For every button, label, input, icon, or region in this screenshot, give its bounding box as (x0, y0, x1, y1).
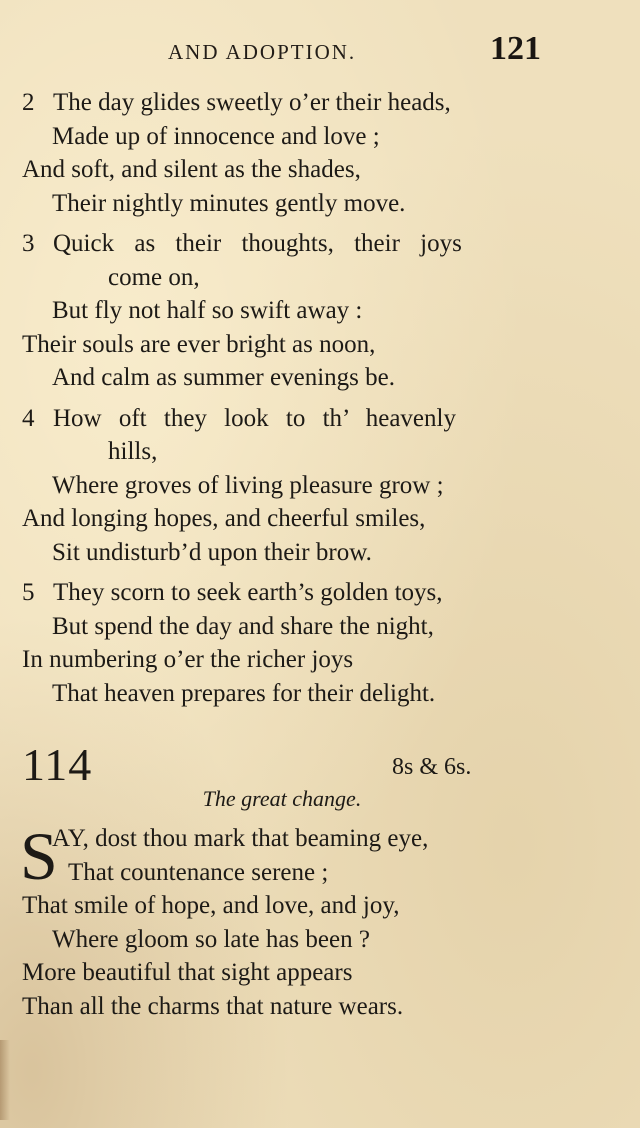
verse-line-text: The day glides sweetly o’er their heads, (53, 89, 451, 116)
verse-line: And soft, and silent as the shades, (22, 156, 361, 183)
verse-line (0, 402, 640, 436)
verse-number: 3 (22, 230, 35, 257)
verse-line: Sit undisturb’d upon their brow. (52, 538, 372, 566)
verse-line (0, 576, 640, 610)
running-head: AND ADOPTION. (168, 40, 357, 64)
verse-line-runover: hills, (108, 438, 158, 465)
verse-line: AY, dost thou mark that beaming eye, (52, 825, 429, 852)
verse-line (0, 227, 640, 261)
hymn-subtitle: The great change. (202, 786, 362, 811)
verse-line: In numbering o’er the richer joys (22, 646, 354, 673)
verse-line: But spend the day and share the night, (52, 612, 434, 640)
verse-line: Where gloom so late has been ? (52, 925, 370, 953)
verse-line (0, 86, 640, 120)
verse-line-text: Quick as their thoughts, their joys (53, 230, 462, 257)
verse-line: Their nightly minutes gently move. (52, 189, 406, 217)
verse-line: Their souls are ever bright as noon, (22, 330, 376, 358)
verse-line: Where groves of living pleasure grow ; (52, 471, 444, 499)
verse-line: More beautiful that sight appears (22, 959, 353, 986)
verse-line: And longing hopes, and cheerful smiles, (22, 505, 426, 532)
verse-line: That smile of hope, and love, and joy, (22, 892, 400, 919)
verse-line: That heaven prepares for their delight. (52, 679, 436, 707)
verse-4 (0, 402, 640, 570)
hymn-number: 114 (22, 739, 93, 790)
page-edge-stain (0, 1040, 10, 1120)
verse-line: And calm as summer evenings be. (52, 364, 395, 391)
verse-line: But fly not half so swift away : (52, 297, 363, 324)
drop-cap: S (20, 818, 58, 894)
hymn-114-heading (0, 740, 640, 790)
verse-line-text: They scorn to seek earth’s golden toys, (53, 579, 443, 606)
page-number: 121 (490, 30, 541, 67)
hymn-114-verse-1 (0, 818, 640, 1023)
verse-number: 2 (22, 89, 35, 116)
verse-line: That countenance serene ; (68, 858, 329, 886)
verse-3 (0, 227, 640, 395)
page-header (0, 30, 640, 74)
verse-number: 4 (22, 404, 35, 432)
hymn-meter: 8s & 6s. (392, 754, 472, 780)
verse-line-text: How oft they look to th’ heavenly (53, 404, 456, 432)
drop-cap-block (0, 818, 640, 894)
verse-line-runover: come on, (108, 263, 200, 291)
hymn-113-continuation (0, 86, 640, 717)
verse-2 (0, 86, 640, 220)
verse-5 (0, 576, 640, 710)
verse-line: Than all the charms that nature wears. (22, 992, 404, 1020)
verse-number: 5 (22, 579, 35, 606)
verse-line: Made up of innocence and love ; (52, 122, 380, 150)
